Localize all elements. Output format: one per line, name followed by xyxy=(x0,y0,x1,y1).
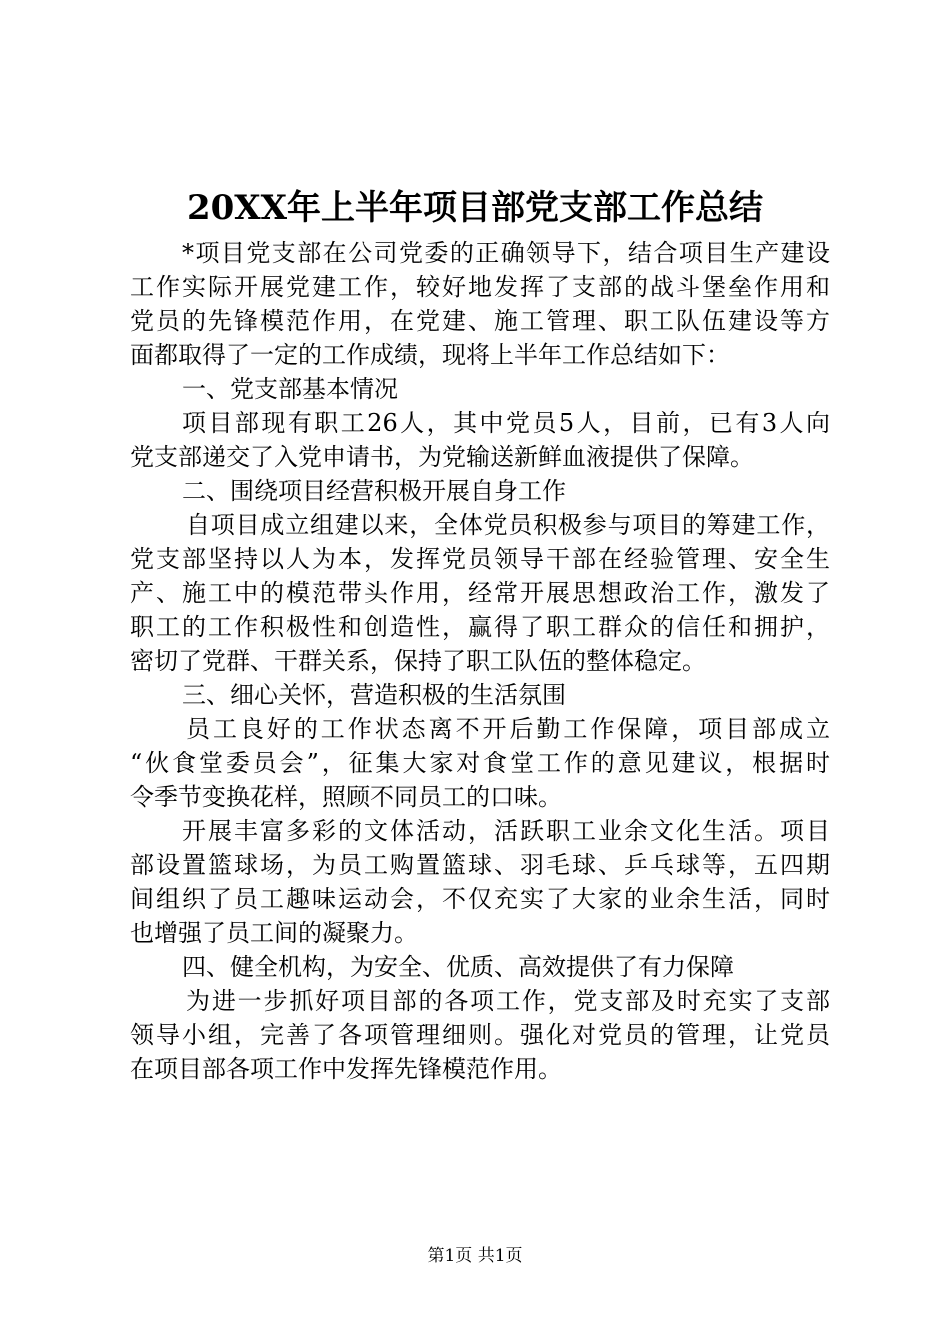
paragraph-line: 也增强了员工间的凝聚力。 xyxy=(130,919,418,947)
section-heading: 二、围绕项目经营积极开展自身工作 xyxy=(182,477,566,505)
paragraph-line: 部设置篮球场，为员工购置篮球、羽毛球、乒乓球等，五四期 xyxy=(130,851,830,879)
paragraph-line: “伙食堂委员会”，征集大家对食堂工作的意见建议，根据时 xyxy=(130,749,830,777)
paragraph-line: 间组织了员工趣味运动会，不仅充实了大家的业余生活，同时 xyxy=(130,885,830,913)
section-heading: 一、党支部基本情况 xyxy=(182,375,398,403)
paragraph-line: *项目党支部在公司党委的正确领导下，结合项目生产建设 xyxy=(182,239,830,267)
paragraph-line: 项目部现有职工26人，其中党员5人，目前，已有3人向 xyxy=(182,409,830,437)
paragraph-line: 职工的工作积极性和创造性，赢得了职工群众的信任和拥护， xyxy=(130,613,830,641)
paragraph-line: 自项目成立组建以来，全体党员积极参与项目的筹建工作， xyxy=(186,511,830,539)
paragraph-line: 工作实际开展党建工作，较好地发挥了支部的战斗堡垒作用和 xyxy=(130,273,830,301)
paragraph-line: 领导小组，完善了各项管理细则。强化对党员的管理，让党员 xyxy=(130,1021,830,1049)
paragraph-line: 在项目部各项工作中发挥先锋模范作用。 xyxy=(130,1055,562,1083)
paragraph-line: 面都取得了一定的工作成绩，现将上半年工作总结如下： xyxy=(130,341,730,369)
page-title: 20XX年上半年项目部党支部工作总结 xyxy=(186,188,764,228)
section-heading: 三、细心关怀，营造积极的生活氛围 xyxy=(182,681,566,709)
paragraph-line: 令季节变换花样，照顾不同员工的口味。 xyxy=(130,783,562,811)
paragraph-line: 员工良好的工作状态离不开后勤工作保障，项目部成立 xyxy=(186,715,830,743)
paragraph-line: 开展丰富多彩的文体活动，活跃职工业余文化生活。项目 xyxy=(182,817,830,845)
page-footer: 第1页 共1页 xyxy=(427,1246,523,1266)
document-body xyxy=(130,236,830,1086)
paragraph-line: 党支部坚持以人为本，发挥党员领导干部在经验管理、安全生 xyxy=(130,545,830,573)
section-heading: 四、健全机构，为安全、优质、高效提供了有力保障 xyxy=(182,953,734,981)
paragraph-line: 党员的先锋模范作用，在党建、施工管理、职工队伍建设等方 xyxy=(130,307,830,335)
paragraph-line: 产、施工中的模范带头作用，经常开展思想政治工作，激发了 xyxy=(130,579,830,607)
paragraph-line: 党支部递交了入党申请书，为党输送新鲜血液提供了保障。 xyxy=(130,443,754,471)
paragraph-line: 为进一步抓好项目部的各项工作，党支部及时充实了支部 xyxy=(186,987,830,1015)
paragraph-line: 密切了党群、干群关系，保持了职工队伍的整体稳定。 xyxy=(130,647,706,675)
